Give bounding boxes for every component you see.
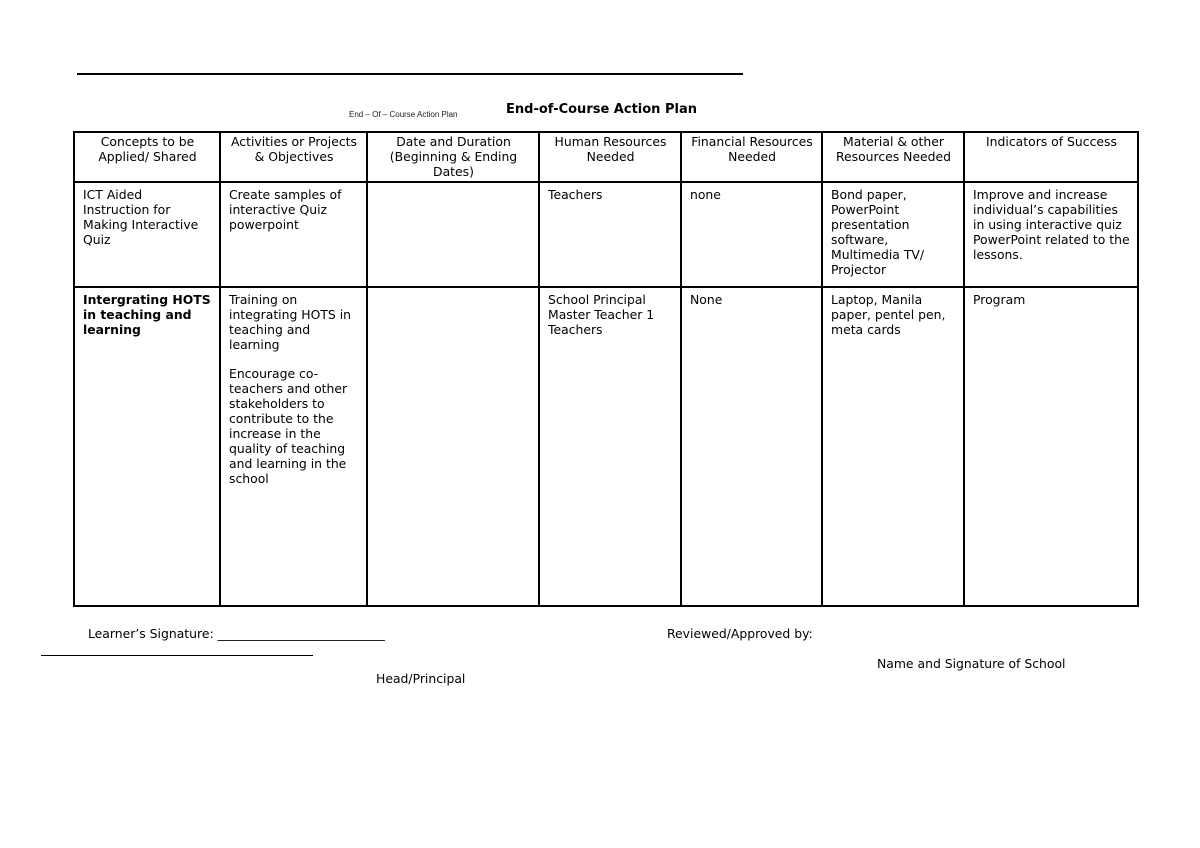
cell-material: Laptop, Manila paper, pentel pen, meta cards <box>822 287 964 606</box>
table-header-row <box>74 132 1138 182</box>
cell-human: School Principal Master Teacher 1 Teachers <box>539 287 681 606</box>
cell-concept: Intergrating HOTS in teaching and learning <box>74 287 220 606</box>
cell-financial: none <box>681 182 822 287</box>
learner-signature-line: Learner’s Signature: ___________________________ <box>88 626 385 641</box>
cell-material: Bond paper, PowerPoint presentation software, Multimedia TV/ Projector <box>822 182 964 287</box>
header-date-duration: Date and Duration (Beginning & Ending Dates) <box>367 132 539 182</box>
cell-human: Teachers <box>539 182 681 287</box>
name-signature-label: Name and Signature of School <box>877 656 1066 671</box>
cell-date <box>367 182 539 287</box>
cell-activities-text: Training on integrating HOTS in teaching and learning <box>229 292 352 352</box>
cell-financial: None <box>681 287 822 606</box>
header-material-resources: Material & other Resources Needed <box>822 132 964 182</box>
cell-date <box>367 287 539 606</box>
cell-activities-text: Create samples of interactive Quiz powerpoint <box>229 187 342 232</box>
cell-indicators: Improve and increase individual’s capabilities in using interactive quiz PowerPoint related to the lessons. <box>964 182 1138 287</box>
header-financial-resources: Financial Resources Needed <box>681 132 822 182</box>
action-plan-table <box>73 131 1139 607</box>
small-title: End – Of – Course Action Plan <box>349 110 458 119</box>
cell-activities <box>220 182 367 287</box>
cell-activities <box>220 287 367 606</box>
cell-indicators: Program <box>964 287 1138 606</box>
header-activities: Activities or Projects & Objectives <box>220 132 367 182</box>
header-concepts: Concepts to be Applied/ Shared <box>74 132 220 182</box>
header-indicators: Indicators of Success <box>964 132 1138 182</box>
signature-rule <box>41 655 313 656</box>
page-title: End-of-Course Action Plan <box>506 102 697 117</box>
top-rule <box>77 73 743 75</box>
head-principal-label: Head/Principal <box>376 671 466 686</box>
table-row <box>74 182 1138 287</box>
cell-activities-text-2: Encourage co-teachers and other stakeholders to contribute to the increase in the quality of teaching and learning in the school <box>229 366 348 486</box>
table-row <box>74 287 1138 606</box>
reviewed-approved-label: Reviewed/Approved by: <box>667 626 813 641</box>
header-human-resources: Human Resources Needed <box>539 132 681 182</box>
cell-concept: ICT Aided Instruction for Making Interactive Quiz <box>74 182 220 287</box>
